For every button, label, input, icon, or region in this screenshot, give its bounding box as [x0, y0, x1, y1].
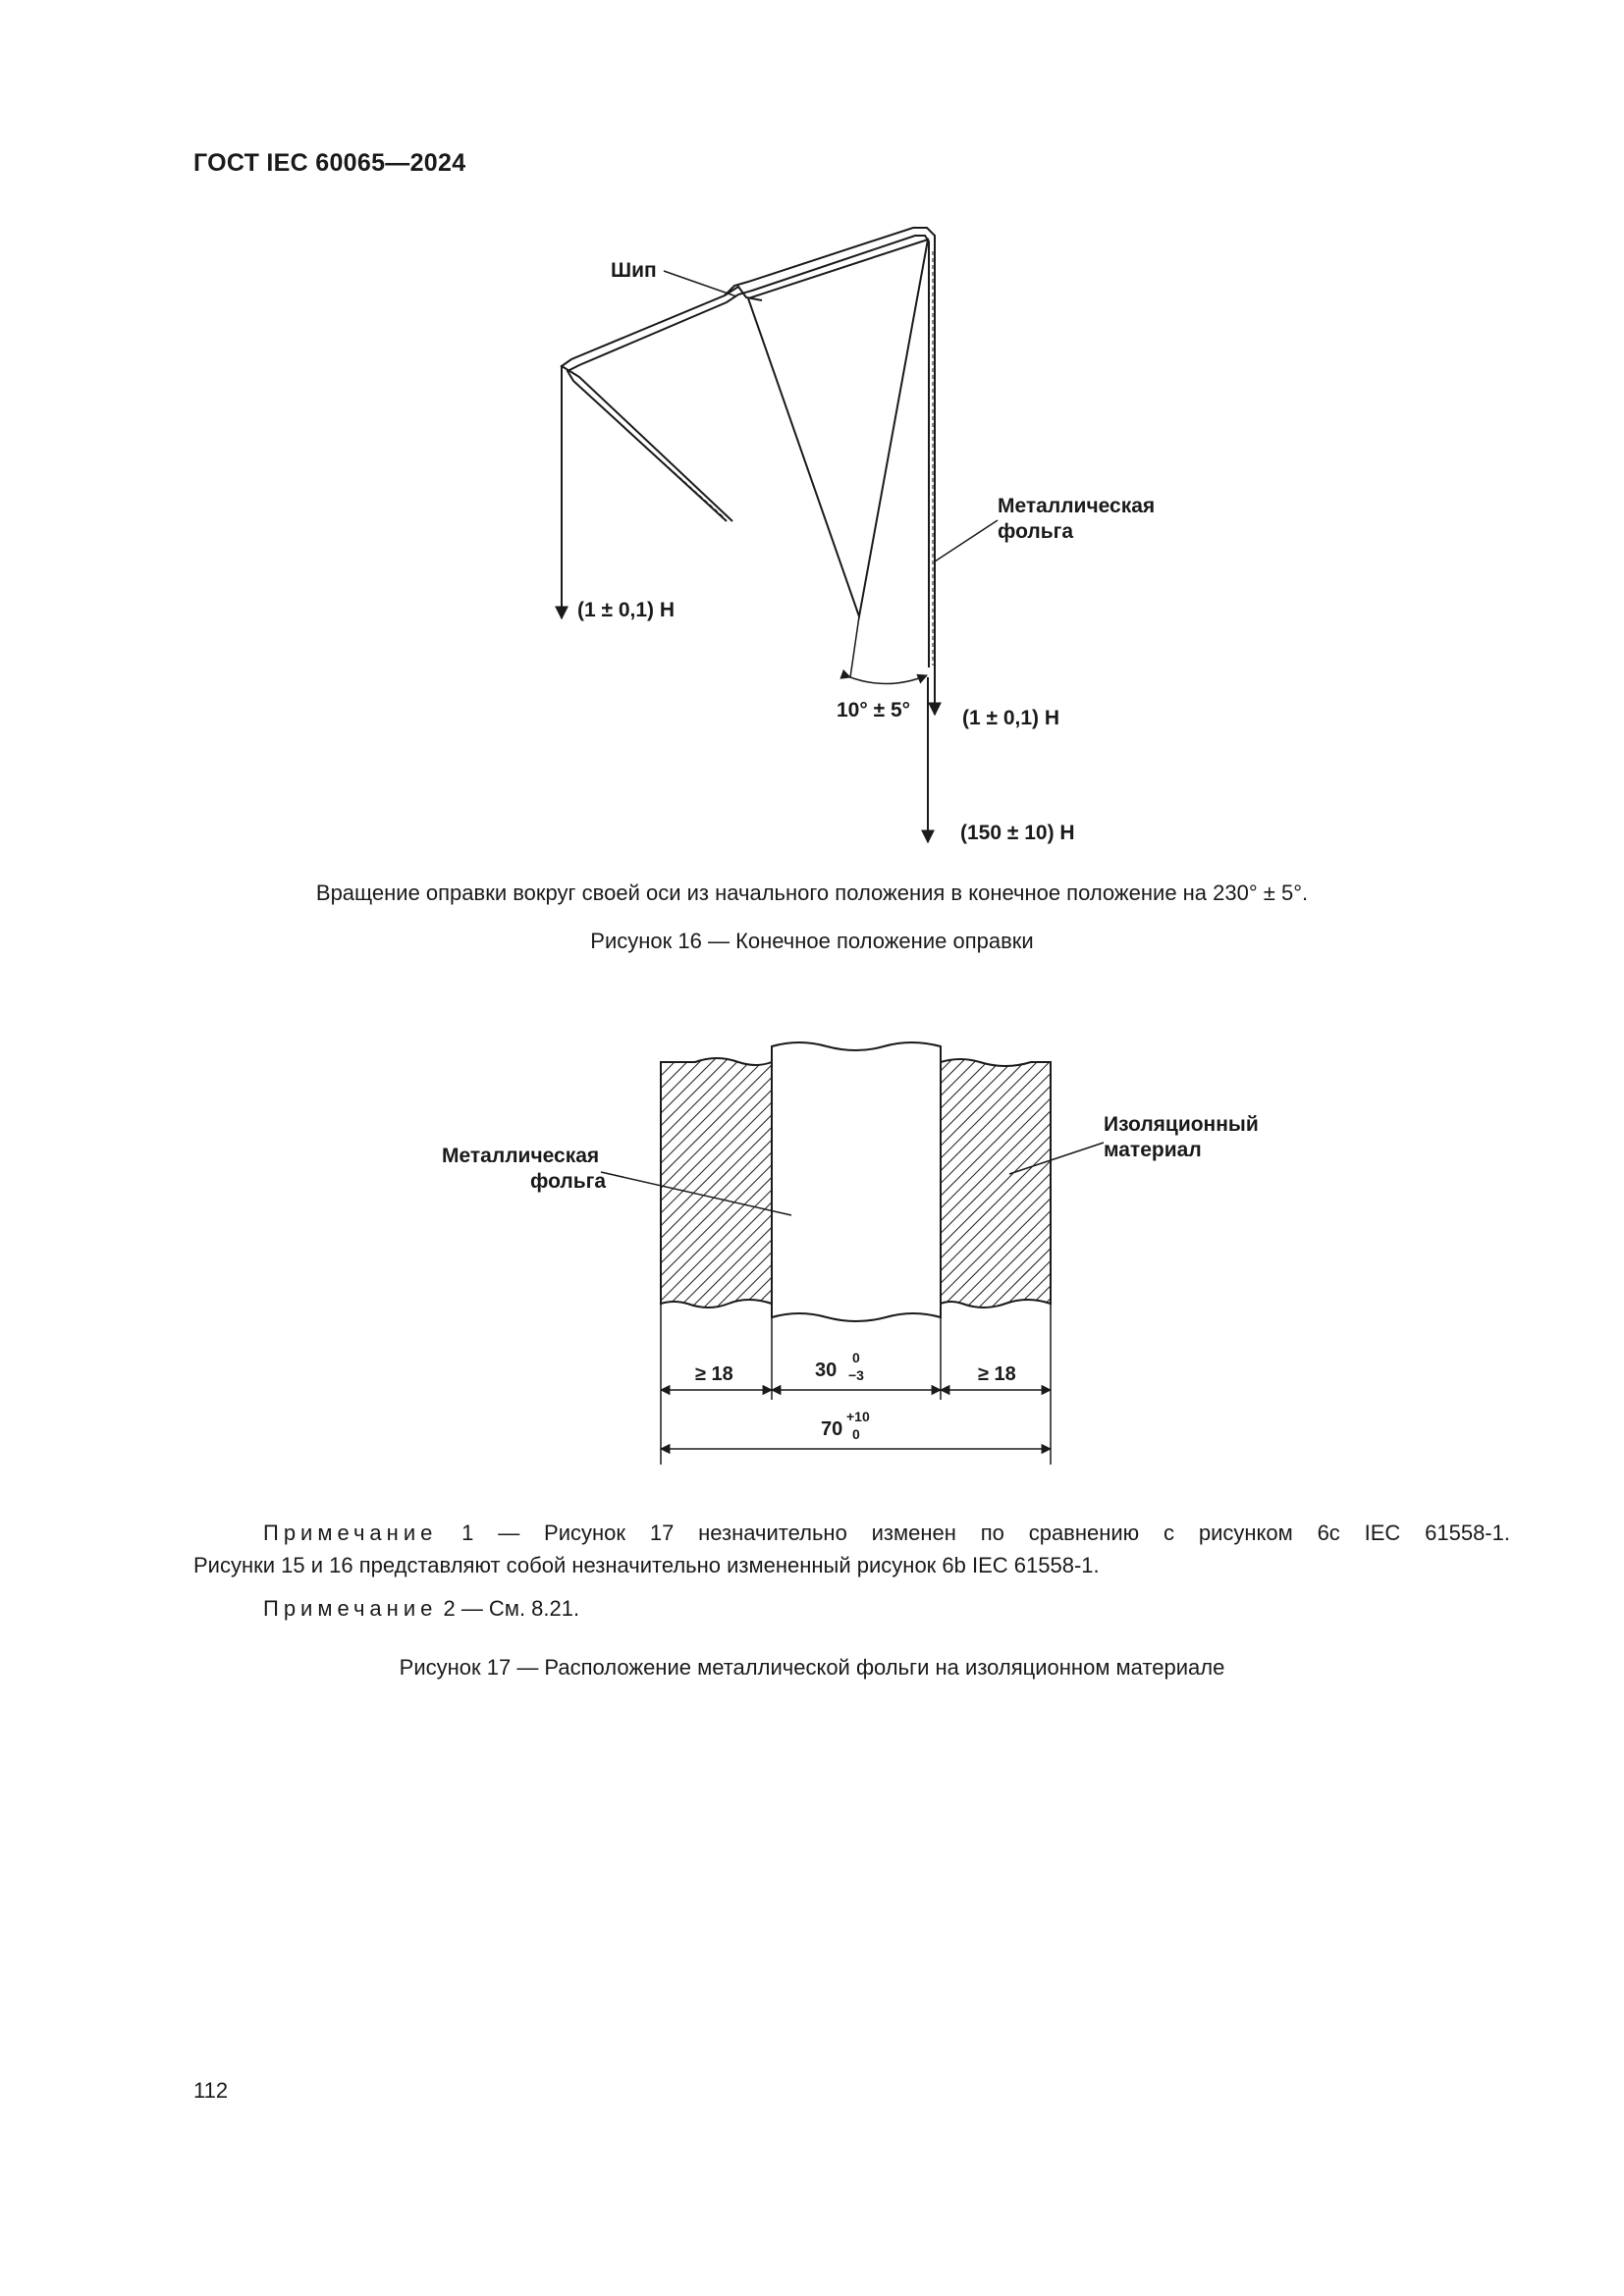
figure-16-diagram: [0, 0, 1624, 883]
foil-label-line2: фольга: [530, 1170, 607, 1193]
foil-label-line1: Металлическая: [442, 1145, 600, 1167]
dim-center-label: 30: [815, 1360, 838, 1381]
mandrel-triangle: [748, 240, 928, 616]
figure-17-diagram: [0, 1011, 1624, 1482]
insulation-label-line2: материал: [1104, 1139, 1202, 1161]
angle-arc: [850, 675, 927, 684]
figure-16-caption: Рисунок 16 — Конечное положение оправки: [590, 929, 1034, 953]
foil-label-line2: фольга: [998, 520, 1074, 543]
figure-17-caption: Рисунок 17 — Расположение металлической фольги на изоляционном материале: [399, 1655, 1225, 1680]
note-2-label: Примечание: [263, 1596, 438, 1621]
dim-total-lower: 0: [852, 1426, 860, 1442]
insulation-right: [941, 1059, 1051, 1308]
dim-center-upper: 0: [852, 1350, 860, 1365]
note-1-line-1: [263, 1517, 1510, 1549]
spike-label: Шип: [611, 259, 657, 282]
angle-label: 10° ± 5°: [837, 699, 911, 721]
insulation-label-line1: Изоляционный: [1104, 1113, 1259, 1136]
dim-left-label: ≥ 18: [695, 1363, 733, 1385]
dim-right-label: ≥ 18: [978, 1363, 1016, 1385]
document-code: ГОСТ IEC 60065—2024: [193, 149, 466, 177]
page-number: 112: [193, 2078, 229, 2103]
dim-total-upper: +10: [846, 1409, 870, 1424]
note-2: [263, 1592, 579, 1625]
dim-center-lower: −3: [848, 1367, 864, 1383]
figure-16-description: Вращение оправки вокруг своей оси из начального положения в конечное положение на 230° ± 5°.: [315, 881, 1309, 905]
note-1-label: Примечание: [263, 1521, 438, 1545]
note-2-text: 2 — См. 8.21.: [443, 1596, 580, 1621]
main-force-label: (150 ± 10) Н: [960, 822, 1075, 844]
right-force-label: (1 ± 0,1) Н: [962, 707, 1060, 729]
foil-label-line1: Металлическая: [998, 495, 1156, 517]
note-1-text-line-1: 1 — Рисунок 17 незначительно изменен по сравнению с рисунком 6c IEC 61558-1.: [461, 1521, 1510, 1545]
metal-foil: [772, 1042, 941, 1321]
note-1-text-line-2: Рисунки 15 и 16 представляют собой незначительно измененный рисунок 6b IEC 61558-1.: [193, 1553, 1100, 1577]
insulation-left: [661, 1058, 772, 1308]
left-force-label: (1 ± 0,1) Н: [577, 599, 676, 621]
dim-total-label: 70: [821, 1418, 843, 1440]
